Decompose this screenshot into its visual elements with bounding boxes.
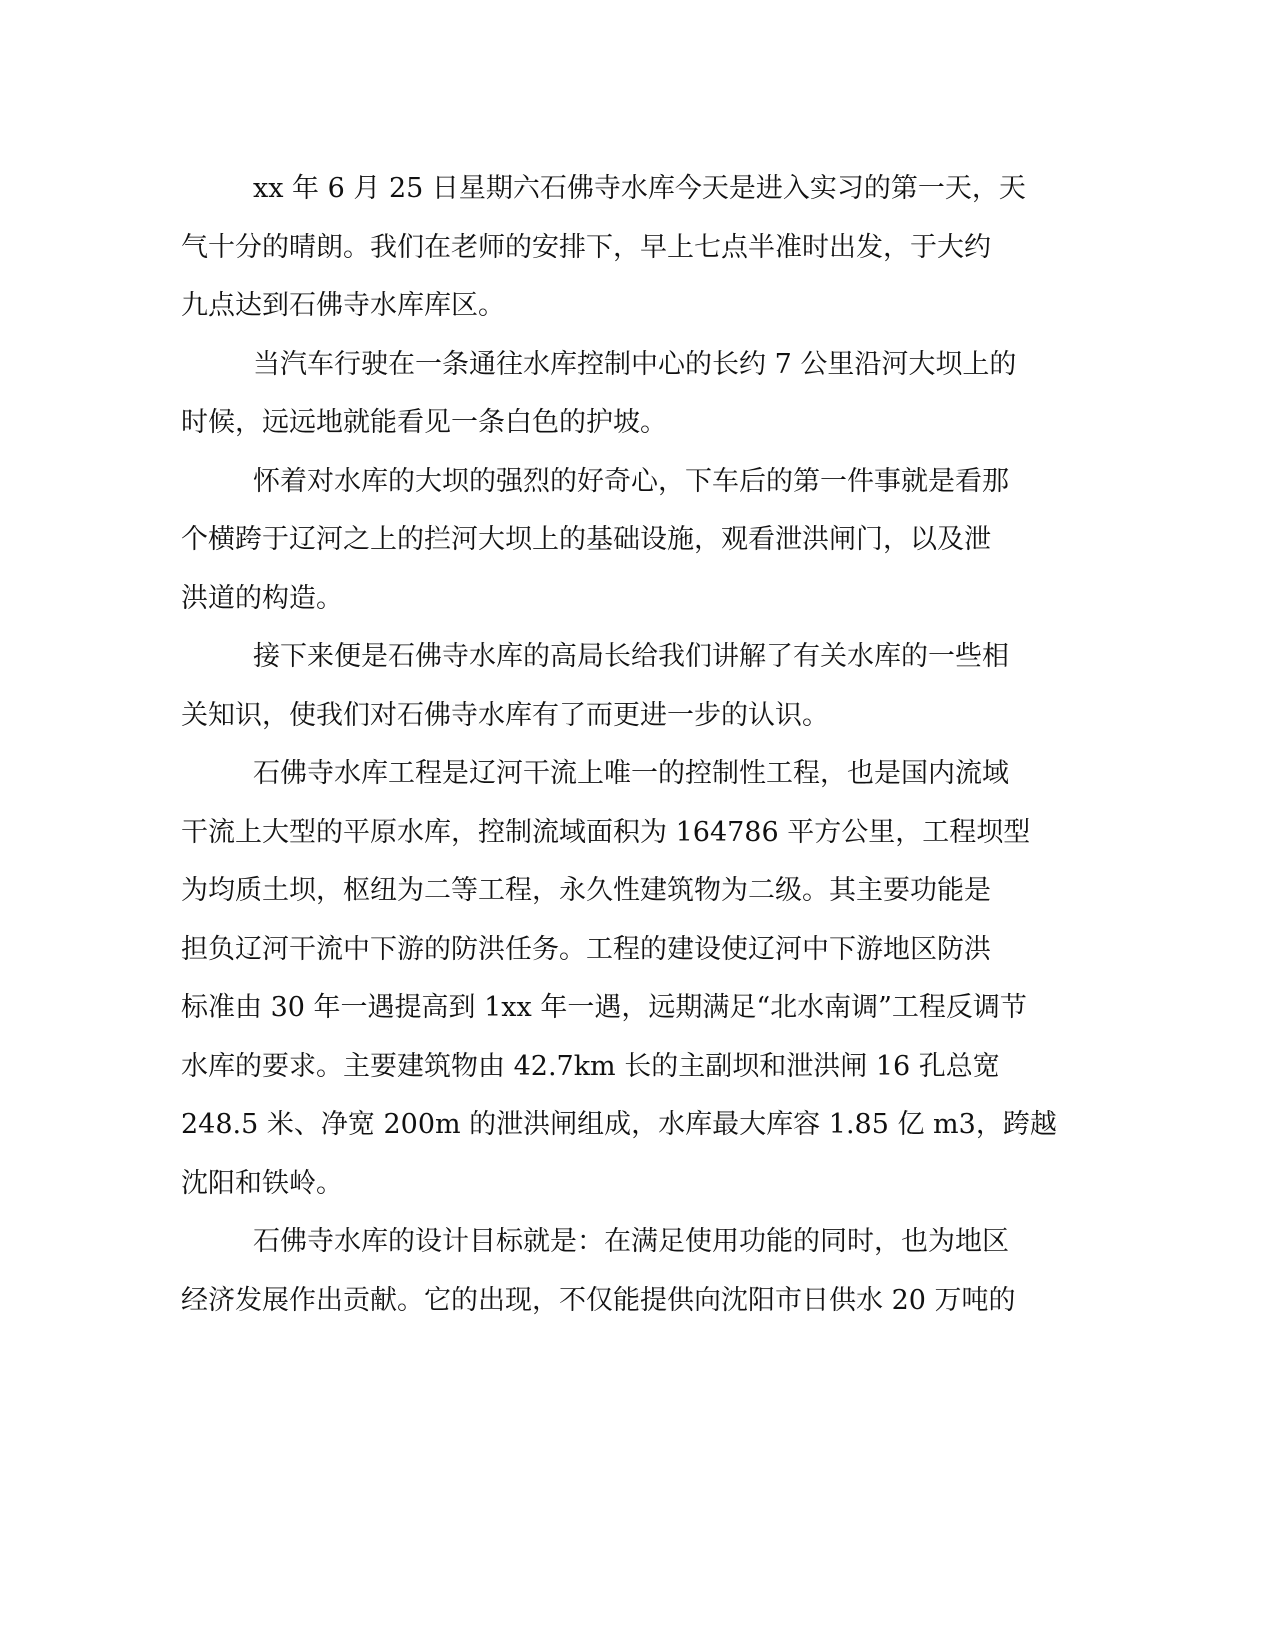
paragraph-3-line-1: 怀着对水库的大坝的强烈的好奇心，下车后的第一件事就是看那 [253,465,1009,497]
paragraph-2-line-2: 时候，远远地就能看见一条白色的护坡。 [181,407,667,438]
paragraph-2-line-1: 当汽车行驶在一条通往水库控制中心的长约 7 公里沿河大坝上的 [253,348,1017,380]
paragraph-4-line-2: 关知识，使我们对石佛寺水库有了而更进一步的认识。 [181,699,829,731]
paragraph-5 [181,745,1057,1213]
paragraph-5-line-4: 担负辽河干流中下游的防洪任务。工程的建设使辽河中下游地区防洪 [181,933,991,965]
paragraph-5-line-1: 石佛寺水库工程是辽河干流上唯一的控制性工程，也是国内流域 [253,758,1009,789]
paragraph-1-line-2: 气十分的晴朗。我们在老师的安排下，早上七点半准时出发，于大约 [181,231,991,263]
paragraph-4 [181,628,1031,745]
paragraph-1 [181,160,1031,336]
paragraph-5-line-6: 水库的要求。主要建筑物由 42.7km 长的主副坝和泄洪闸 16 孔总宽 [181,1050,1000,1082]
paragraph-3-line-3: 洪道的构造。 [181,582,343,614]
paragraph-6-line-2: 经济发展作出贡献。它的出现，不仅能提供向沈阳市日供水 20 万吨的 [181,1284,1016,1316]
paragraph-5-line-3: 为均质土坝，枢纽为二等工程，永久性建筑物为二级。其主要功能是 [181,875,991,906]
paragraph-4-line-1: 接下来便是石佛寺水库的高局长给我们讲解了有关水库的一些相 [253,641,1009,672]
paragraph-5-line-7: 248.5 米、净宽 200m 的泄洪闸组成，水库最大库容 1.85 亿 m3，跨越 [181,1109,1057,1140]
paragraph-6 [181,1213,1031,1330]
paragraph-3-line-2: 个横跨于辽河之上的拦河大坝上的基础设施，观看泄洪闸门，以及泄 [181,524,991,555]
paragraph-1-line-3: 九点达到石佛寺水库库区。 [181,290,505,321]
paragraph-1-line-1: xx 年 6 月 25 日星期六石佛寺水库今天是进入实习的第一天，天 [253,173,1026,204]
paragraph-5-line-8: 沈阳和铁岭。 [181,1167,343,1199]
paragraph-5-line-5: 标准由 30 年一遇提高到 1xx 年一遇，远期满足“北水南调”工程反调节 [181,992,1027,1023]
paragraph-6-line-1: 石佛寺水库的设计目标就是：在满足使用功能的同时，也为地区 [253,1226,1009,1257]
paragraph-5-line-2: 干流上大型的平原水库，控制流域面积为 164786 平方公里，工程坝型 [181,816,1031,848]
document-body [181,160,1057,1330]
paragraph-2 [181,336,1031,453]
paragraph-3 [181,453,1031,629]
